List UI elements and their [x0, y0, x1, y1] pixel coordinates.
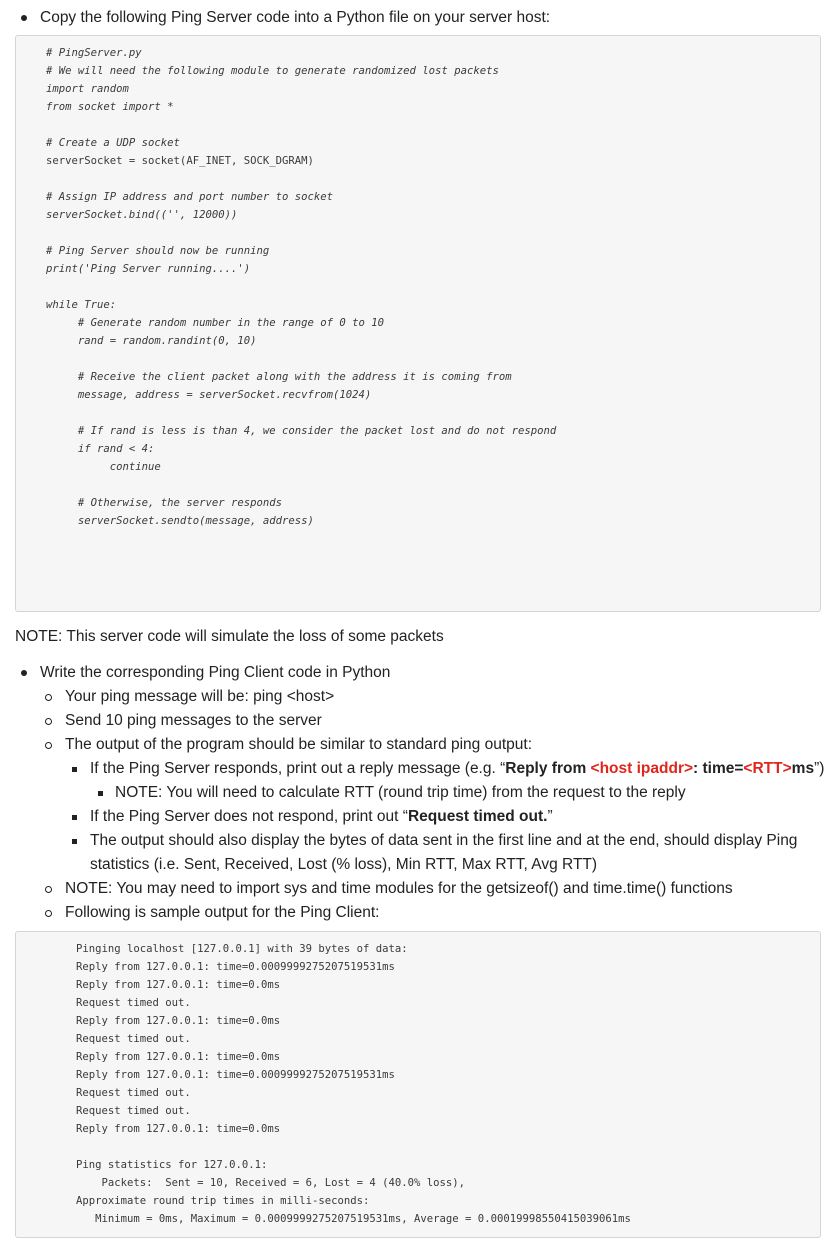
code-line: serverSocket = socket(AF_INET, SOCK_DGRAM) — [46, 155, 314, 167]
server-code-text — [46, 44, 556, 530]
code-line: Ping statistics for 127.0.0.1: — [76, 1159, 268, 1171]
code-line: Reply from 127.0.0.1: time=0.0ms — [76, 1051, 281, 1063]
stats-item-line-1: The output should also display the bytes of data sent in the first line and at the end, should display Ping — [90, 832, 798, 849]
code-line: Reply from 127.0.0.1: time=0.0ms — [76, 979, 281, 991]
ping-message-item: Your ping message will be: ping <host> — [65, 688, 335, 705]
reply-bold-text: ms — [791, 760, 815, 777]
sample-output-block — [15, 931, 821, 1238]
stats-item-line-2: statistics (i.e. Sent, Received, Lost (% loss), Min RTT, Max RTT, Avg RTT) — [90, 856, 598, 873]
reply-format-item — [90, 759, 824, 779]
code-line: Packets: Sent = 10, Received = 6, Lost = 4 (40.0% loss), — [76, 1177, 466, 1189]
code-line: Reply from 127.0.0.1: time=0.0009999275207519531ms — [76, 1069, 395, 1081]
code-line: # Generate random number in the range of 0 to 10 — [46, 317, 385, 329]
code-line: Request timed out. — [76, 1087, 191, 1099]
modules-note-item: NOTE: You may need to import sys and time modules for the getsizeof() and time.time() functions — [65, 880, 733, 897]
rtt-note-item: NOTE: You will need to calculate RTT (round trip time) from the request to the reply — [115, 784, 686, 801]
code-line: # Otherwise, the server responds — [46, 497, 282, 509]
timeout-prefix-text: If the Ping Server does not respond, print out “ — [90, 808, 408, 825]
bullet-circle — [45, 742, 52, 749]
code-line — [46, 476, 556, 494]
bullet-square — [72, 839, 77, 844]
bullet-square — [72, 767, 77, 772]
code-line: # If rand is less is than 4, we consider the packet lost and do not respond — [46, 425, 557, 437]
timeout-item — [90, 807, 553, 827]
code-line: Request timed out. — [76, 1105, 191, 1117]
code-line: # Create a UDP socket — [46, 137, 180, 149]
output-intro-item: The output of the program should be similar to standard ping output: — [65, 736, 533, 753]
code-line: from socket import * — [46, 101, 174, 113]
code-line: serverSocket.sendto(message, address) — [46, 515, 314, 527]
timeout-suffix-text: ” — [547, 808, 553, 825]
reply-prefix-text: If the Ping Server responds, print out a reply message (e.g. “ — [90, 760, 506, 777]
code-line: # Ping Server should now be running — [46, 245, 270, 257]
bullet-circle — [45, 718, 52, 725]
send-count-item: Send 10 ping messages to the server — [65, 712, 322, 729]
bullet-circle — [45, 694, 52, 701]
sample-output-text — [76, 940, 631, 1228]
code-line: import random — [46, 83, 129, 95]
timeout-bold-text: Request timed out. — [407, 808, 548, 825]
code-line — [46, 224, 556, 242]
code-line: Approximate round trip times in milli-seconds: — [76, 1195, 370, 1207]
code-line: print('Ping Server running....') — [46, 263, 251, 275]
intro-instruction: Copy the following Ping Server code into a Python file on your server host: — [40, 9, 551, 26]
code-line — [46, 404, 556, 422]
server-code-block — [15, 35, 821, 612]
sample-intro-item: Following is sample output for the Ping Client: — [65, 904, 380, 921]
server-note: NOTE: This server code will simulate the loss of some packets — [15, 628, 444, 645]
code-line: # We will need the following module to generate randomized lost packets — [46, 65, 499, 77]
bullet-disc — [21, 15, 27, 21]
rtt-placeholder: <RTT> — [743, 760, 792, 777]
code-line: while True: — [46, 299, 117, 311]
code-line: Pinging localhost [127.0.0.1] with 39 bytes of data: — [76, 943, 408, 955]
bullet-circle — [45, 886, 52, 893]
bullet-circle — [45, 910, 52, 917]
reply-bold-text: Reply from — [505, 760, 591, 777]
client-task-title: Write the corresponding Ping Client code in Python — [40, 664, 391, 681]
code-line: # Receive the client packet along with the address it is coming from — [46, 371, 512, 383]
host-ipaddr-placeholder: <host ipaddr> — [590, 760, 694, 777]
bullet-square — [98, 791, 103, 796]
code-line — [46, 350, 556, 368]
reply-suffix-text: ”) — [814, 760, 824, 777]
code-line — [76, 1138, 631, 1156]
code-line: # PingServer.py — [46, 47, 142, 59]
code-line: Request timed out. — [76, 1033, 191, 1045]
code-line: Reply from 127.0.0.1: time=0.0ms — [76, 1123, 281, 1135]
code-line: # Assign IP address and port number to socket — [46, 191, 334, 203]
code-line — [46, 170, 556, 188]
reply-bold-text: : time= — [693, 760, 744, 777]
code-line — [46, 116, 556, 134]
code-line: rand = random.randint(0, 10) — [46, 335, 257, 347]
code-line: Minimum = 0ms, Maximum = 0.0009999275207519531ms, Average = 0.00019998550415039061ms — [76, 1213, 631, 1225]
code-line — [46, 278, 556, 296]
code-line: Reply from 127.0.0.1: time=0.0ms — [76, 1015, 281, 1027]
code-line: message, address = serverSocket.recvfrom(1024) — [46, 389, 372, 401]
code-line: if rand < 4: — [46, 443, 155, 455]
bullet-square — [72, 815, 77, 820]
bullet-disc — [21, 670, 27, 676]
code-line: Reply from 127.0.0.1: time=0.0009999275207519531ms — [76, 961, 395, 973]
code-line: Request timed out. — [76, 997, 191, 1009]
code-line: continue — [46, 461, 161, 473]
code-line: serverSocket.bind(('', 12000)) — [46, 209, 238, 221]
